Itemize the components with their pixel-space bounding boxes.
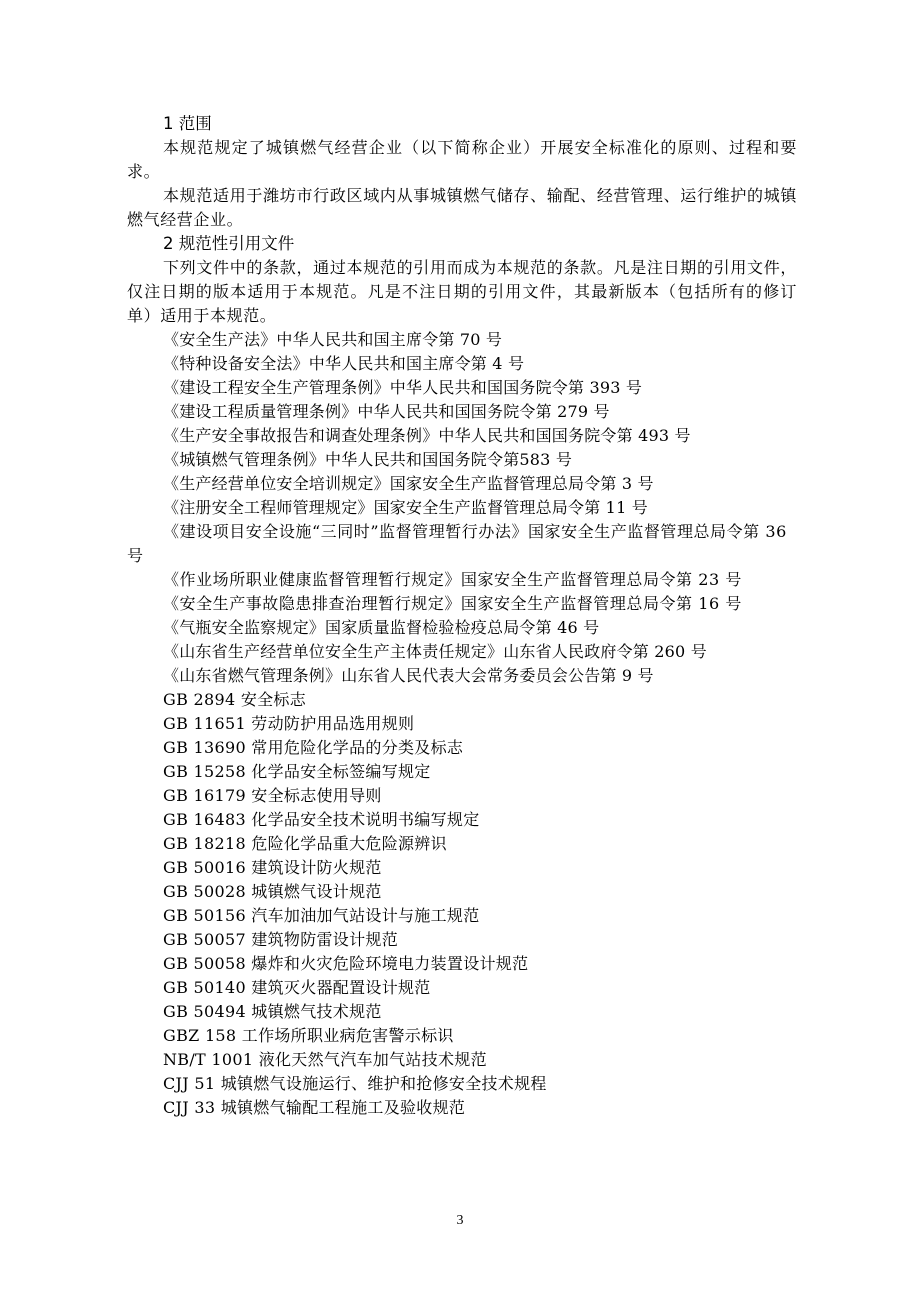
standard-list <box>127 688 797 1120</box>
scope-paragraph-2: 本规范适用于潍坊市行政区域内从事城镇燃气储存、输配、经营管理、运行维护的城镇燃气经营企业。 <box>127 186 797 229</box>
page-number: 3 <box>456 1213 464 1228</box>
section-2-heading: 2 规范性引用文件 <box>163 234 295 253</box>
regulation-item: 《安全生产法》中华人民共和国主席令第 70 号 <box>163 330 503 349</box>
page-body <box>127 112 797 1120</box>
regulation-item: 《气瓶安全监察规定》国家质量监督检验检疫总局令第 46 号 <box>163 618 600 637</box>
regulation-item: 《山东省生产经营单位安全生产主体责任规定》山东省人民政府令第 260 号 <box>163 642 707 661</box>
standard-item: GB 18218 危险化学品重大危险源辨识 <box>163 834 447 853</box>
regulation-item: 《生产安全事故报告和调查处理条例》中华人民共和国国务院令第 493 号 <box>163 426 691 445</box>
regulation-item: 《特种设备安全法》中华人民共和国主席令第 4 号 <box>163 354 525 373</box>
references-intro: 下列文件中的条款，通过本规范的引用而成为本规范的条款。凡是注日期的引用文件，仅注日期的版本适用于本规范。凡是不注日期的引用文件，其最新版本（包括所有的修订单）适用于本规范。 <box>127 258 797 325</box>
regulation-item: 《作业场所职业健康监督管理暂行规定》国家安全生产监督管理总局令第 23 号 <box>163 570 742 589</box>
standard-item: GB 50058 爆炸和火灾危险环境电力装置设计规范 <box>163 954 529 973</box>
standard-item: NB/T 1001 液化天然气汽车加气站技术规范 <box>163 1050 487 1069</box>
regulation-item: 《安全生产事故隐患排查治理暂行规定》国家安全生产监督管理总局令第 16 号 <box>163 594 742 613</box>
standard-item: GB 50140 建筑灭火器配置设计规范 <box>163 978 431 997</box>
standard-item: CJJ 51 城镇燃气设施运行、维护和抢修安全技术规程 <box>163 1074 547 1093</box>
standard-item: CJJ 33 城镇燃气输配工程施工及验收规范 <box>163 1098 466 1117</box>
regulation-item: 《城镇燃气管理条例》中华人民共和国国务院令第583 号 <box>163 450 573 469</box>
standard-item: GB 2894 安全标志 <box>163 690 307 709</box>
regulation-item: 《建设项目安全设施“三同时”监督管理暂行办法》国家安全生产监督管理总局令第 36 号 <box>127 522 787 565</box>
regulation-item: 《山东省燃气管理条例》山东省人民代表大会常务委员会公告第 9 号 <box>163 666 654 685</box>
standard-item: GB 50156 汽车加油加气站设计与施工规范 <box>163 906 480 925</box>
standard-item: GB 15258 化学品安全标签编写规定 <box>163 762 431 781</box>
regulation-list <box>127 328 797 688</box>
section-1-heading: 1 范围 <box>163 114 212 133</box>
regulation-item: 《建设工程安全生产管理条例》中华人民共和国国务院令第 393 号 <box>163 378 643 397</box>
standard-item: GB 13690 常用危险化学品的分类及标志 <box>163 738 464 757</box>
regulation-item: 《建设工程质量管理条例》中华人民共和国国务院令第 279 号 <box>163 402 610 421</box>
standard-item: GB 50057 建筑物防雷设计规范 <box>163 930 399 949</box>
regulation-item: 《生产经营单位安全培训规定》国家安全生产监督管理总局令第 3 号 <box>163 474 654 493</box>
standard-item: GB 50016 建筑设计防火规范 <box>163 858 382 877</box>
standard-item: GB 50494 城镇燃气技术规范 <box>163 1002 382 1021</box>
standard-item: GB 16179 安全标志使用导则 <box>163 786 382 805</box>
regulation-item: 《注册安全工程师管理规定》国家安全生产监督管理总局令第 11 号 <box>163 498 648 517</box>
standard-item: GBZ 158 工作场所职业病危害警示标识 <box>163 1026 454 1045</box>
standard-item: GB 11651 劳动防护用品选用规则 <box>163 714 415 733</box>
standard-item: GB 50028 城镇燃气设计规范 <box>163 882 382 901</box>
standard-item: GB 16483 化学品安全技术说明书编写规定 <box>163 810 480 829</box>
scope-paragraph-1: 本规范规定了城镇燃气经营企业（以下简称企业）开展安全标准化的原则、过程和要求。 <box>127 138 797 181</box>
